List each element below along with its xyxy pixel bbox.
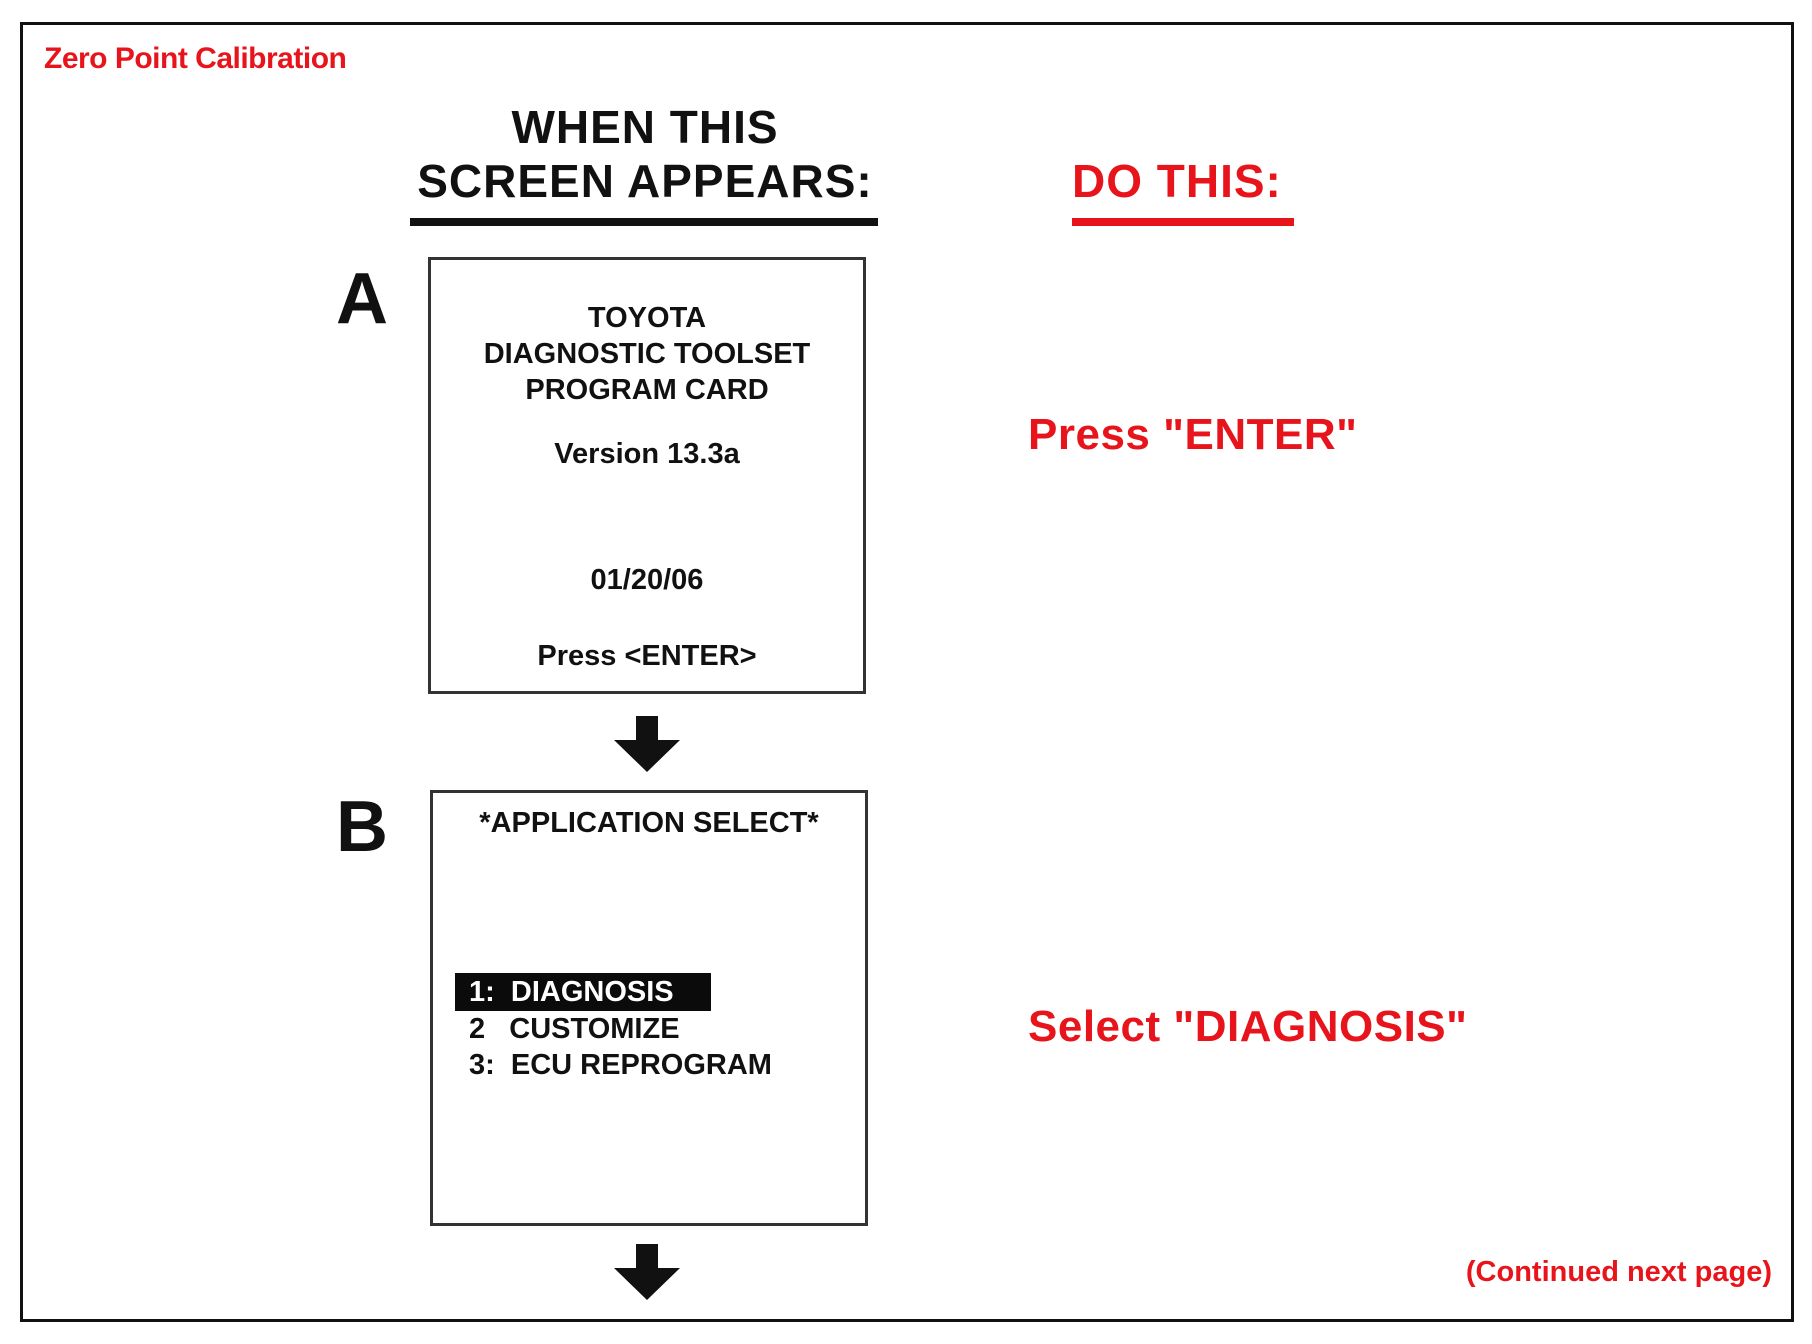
left-heading-line2: SCREEN APPEARS: [417, 155, 873, 207]
step-a-letter: A [336, 259, 388, 339]
step-a-line2: DIAGNOSTIC TOOLSET [483, 338, 811, 370]
step-a-screen [428, 257, 866, 694]
step-b-instruction: Select "DIAGNOSIS" [1028, 1002, 1468, 1051]
right-column-heading [1072, 154, 1294, 226]
continued-note: (Continued next page) [1465, 1256, 1772, 1288]
down-arrow-icon [612, 1244, 682, 1300]
step-b-letter: B [336, 787, 388, 867]
step-a-prompt: Press <ENTER> [537, 640, 757, 672]
step-b-header: *APPLICATION SELECT* [479, 807, 819, 839]
step-a-title-lines [431, 300, 863, 408]
step-a-line3: PROGRAM CARD [525, 374, 769, 406]
left-heading-underline [410, 218, 878, 226]
left-column-heading [410, 100, 880, 226]
application-menu [455, 973, 772, 1083]
document-title: Zero Point Calibration [44, 42, 347, 75]
step-a-instruction: Press "ENTER" [1028, 410, 1358, 459]
left-heading-line1: WHEN THIS [511, 101, 779, 153]
step-b-screen [430, 790, 868, 1226]
right-heading-text: DO THIS: [1072, 155, 1282, 207]
page-frame [20, 22, 1794, 1322]
menu-item-ecu-reprogram[interactable]: 3: ECU REPROGRAM [469, 1049, 772, 1081]
step-a-date: 01/20/06 [590, 564, 704, 596]
menu-item-diagnosis[interactable]: 1: DIAGNOSIS [455, 973, 711, 1011]
menu-item-customize[interactable]: 2 CUSTOMIZE [469, 1013, 680, 1045]
step-a-version: Version 13.3a [554, 438, 740, 470]
right-heading-underline [1072, 218, 1294, 226]
down-arrow-icon [612, 716, 682, 772]
step-a-line1: TOYOTA [587, 302, 707, 334]
